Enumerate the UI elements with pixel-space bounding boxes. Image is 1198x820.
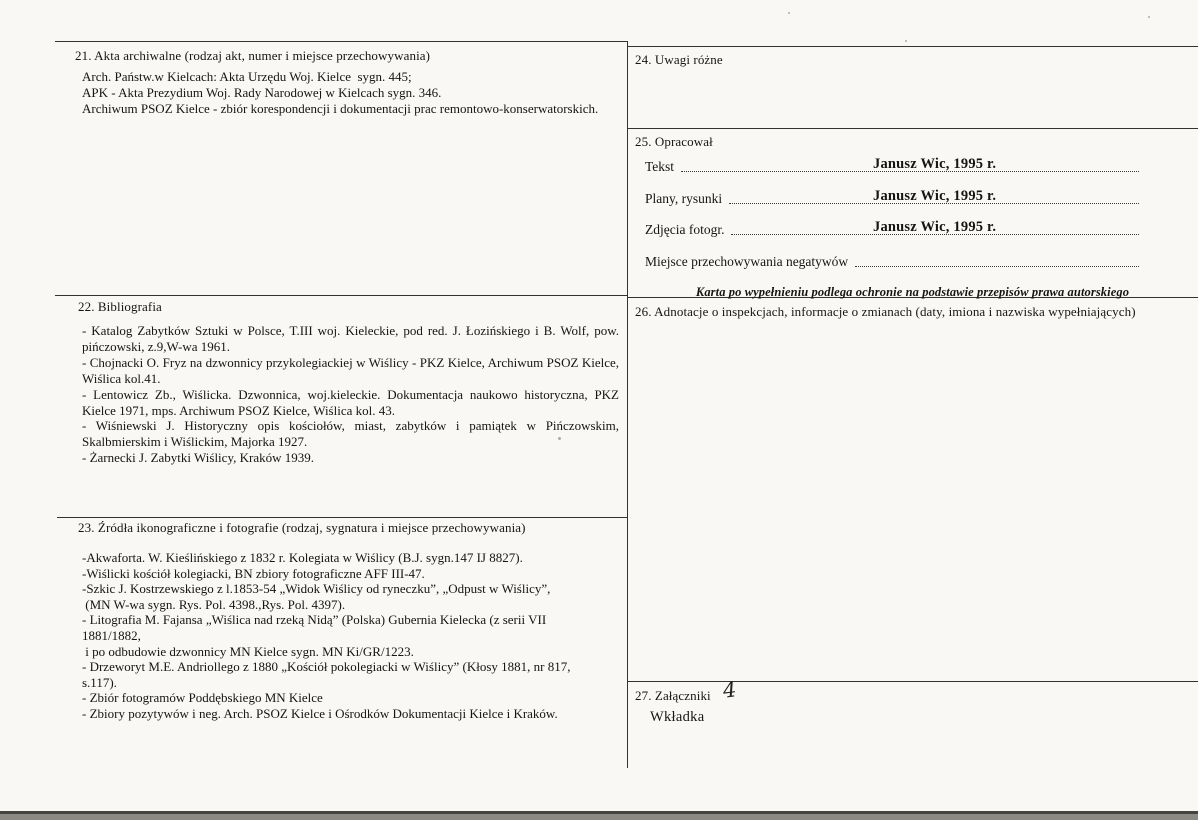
iconography-line: (MN W-wa sygn. Rys. Pol. 4398.,Rys. Pol. 4397). bbox=[82, 596, 346, 612]
bibliography-entry: - Katalog Zabytków Sztuki w Polsce, T.III woj. Kieleckie, pod red. J. Łozińskiego i B. Wolf, pow. pińczowski, z.9,W-wa 1961. bbox=[82, 323, 619, 354]
credit-row-zdjecia bbox=[645, 219, 1141, 237]
copyright-notice: Karta po wypełnieniu podlega ochronie na podstawie przepisów prawa autorskiego bbox=[695, 285, 1130, 299]
iconography-line: s.117). bbox=[82, 674, 117, 690]
section-26-title: 26. Adnotacje o inspekcjach, informacje o zmianach (daty, imiona i nazwiska wypełniających) bbox=[635, 304, 1136, 319]
section-23-body bbox=[82, 550, 627, 722]
rule-line-left-mid-2 bbox=[57, 517, 628, 518]
iconography-line: -Wiślicki kościół kolegiacki, BN zbiory fotograficzne AFF III-47. bbox=[82, 565, 425, 581]
iconography-line: -Akwaforta. W. Kieślińskiego z 1832 r. Kolegiata w Wiślicy (B.J. sygn.147 IJ 8827). bbox=[82, 550, 523, 565]
credit-row-label: Plany, rysunki bbox=[645, 190, 723, 206]
rule-line-left-top bbox=[55, 41, 628, 42]
credit-row-plany bbox=[645, 187, 1141, 206]
credit-value-handwritten: Janusz Wic, 1995 r. bbox=[873, 156, 997, 172]
credit-row-tekst bbox=[645, 156, 1141, 174]
credit-row-label: Tekst bbox=[645, 159, 675, 174]
credit-row-label: Miejsce przechowywania negatywów bbox=[645, 253, 849, 269]
section-24-title: 24. Uwagi różne bbox=[635, 52, 723, 67]
section-21-body bbox=[82, 69, 627, 116]
attachment-item: Wkładka bbox=[650, 709, 705, 725]
scan-speck bbox=[788, 12, 790, 14]
credit-rows bbox=[645, 156, 1141, 269]
iconography-line: i po odbudowie dzwonnicy MN Kielce sygn. MN Ki/GR/1223. bbox=[82, 643, 414, 659]
rule-line-left-mid-1 bbox=[55, 295, 628, 296]
credit-row-negatywy bbox=[645, 254, 1141, 269]
scan-speck bbox=[905, 40, 907, 42]
iconography-line: 1881/1882, bbox=[82, 627, 141, 643]
section-akta-archiwalne bbox=[55, 48, 627, 116]
archival-record-line: Archiwum PSOZ Kielce - zbiór korespondencji i dokumentacji prac remontowo-konserwatorskich. bbox=[82, 100, 599, 116]
scan-speck bbox=[1148, 16, 1150, 18]
credit-row-label: Zdjęcia fotogr. bbox=[645, 222, 725, 237]
iconography-line: -Szkic J. Kostrzewskiego z l.1853-54 „Widok Wiślicy od ryneczku”, „Odpust w Wiślicy”, bbox=[82, 581, 551, 597]
section-27-title: 27. Załączniki bbox=[635, 688, 711, 703]
section-adnotacje bbox=[627, 298, 1198, 681]
section-22-title: 22. Bibliografia bbox=[78, 299, 162, 314]
archival-record-line: APK - Akta Prezydium Woj. Rady Narodowej w Kielcach sygn. 346. bbox=[82, 84, 442, 100]
section-25-title: 25. Opracował bbox=[635, 134, 713, 149]
section-opracowal bbox=[627, 128, 1198, 297]
section-uwagi-rozne bbox=[627, 46, 1198, 128]
section-zrodla-ikonograficzne bbox=[55, 520, 627, 722]
scan-bottom-margin bbox=[0, 814, 1198, 820]
bibliography-entry: - Wiśniewski J. Historyczny opis kościołów, miast, zabytków i pamiątek w Pińczowskim, Skalbmierskim i Wiślickim, Majorka 1927. bbox=[82, 418, 619, 450]
iconography-line: - Zbiór fotogramów Poddębskiego MN Kielce bbox=[82, 690, 323, 706]
section-22-body bbox=[82, 323, 619, 466]
section-23-title: 23. Źródła ikonograficzne i fotografie (rodzaj, sygnatura i miejsce przechowywania) bbox=[78, 520, 526, 535]
attachments-count-handwritten: 4 bbox=[721, 677, 738, 703]
dotted-leader bbox=[855, 263, 1139, 267]
iconography-line: - Zbiory pozytywów i neg. Arch. PSOZ Kielce i Ośrodków Dokumentacji Kielce i Kraków. bbox=[82, 705, 558, 721]
section-27-header bbox=[627, 677, 1198, 705]
credit-value-handwritten: Janusz Wic, 1995 r. bbox=[873, 187, 997, 204]
bibliography-entry: - Chojnacki O. Fryz na dzwonnicy przykolegiackiej w Wiślicy - PKZ Kielce, Archiwum PSOZ Kielce, Wiślica kol.41. bbox=[82, 354, 619, 386]
archival-record-line: Arch. Państw.w Kielcach: Akta Urzędu Woj. Kielce sygn. 445; bbox=[82, 69, 412, 84]
bibliography-entry: - Żarnecki J. Zabytki Wiślicy, Kraków 1939. bbox=[82, 450, 314, 466]
credit-value-handwritten: Janusz Wic, 1995 r. bbox=[873, 219, 997, 235]
iconography-line: - Litografia M. Fajansa „Wiślica nad rzeką Nidą” (Polska) Gubernia Kielecka (z serii VII bbox=[82, 612, 547, 628]
iconography-line: - Drzeworyt M.E. Andriollego z 1880 „Kościół pokolegiacki w Wiślicy” (Kłosy 1881, nr 817, bbox=[82, 659, 571, 675]
section-21-title: 21. Akta archiwalne (rodzaj akt, numer i miejsce przechowywania) bbox=[75, 48, 431, 63]
section-bibliografia bbox=[55, 299, 627, 466]
bibliography-entry: - Lentowicz Zb., Wiślicka. Dzwonnica, woj.kieleckie. Dokumentacja naukowo historyczna, PKZ Kielce 1971, mps. Archiwum PSOZ Kielce, Wiślica kol. 43. bbox=[82, 386, 619, 418]
section-zalaczniki bbox=[627, 677, 1198, 726]
